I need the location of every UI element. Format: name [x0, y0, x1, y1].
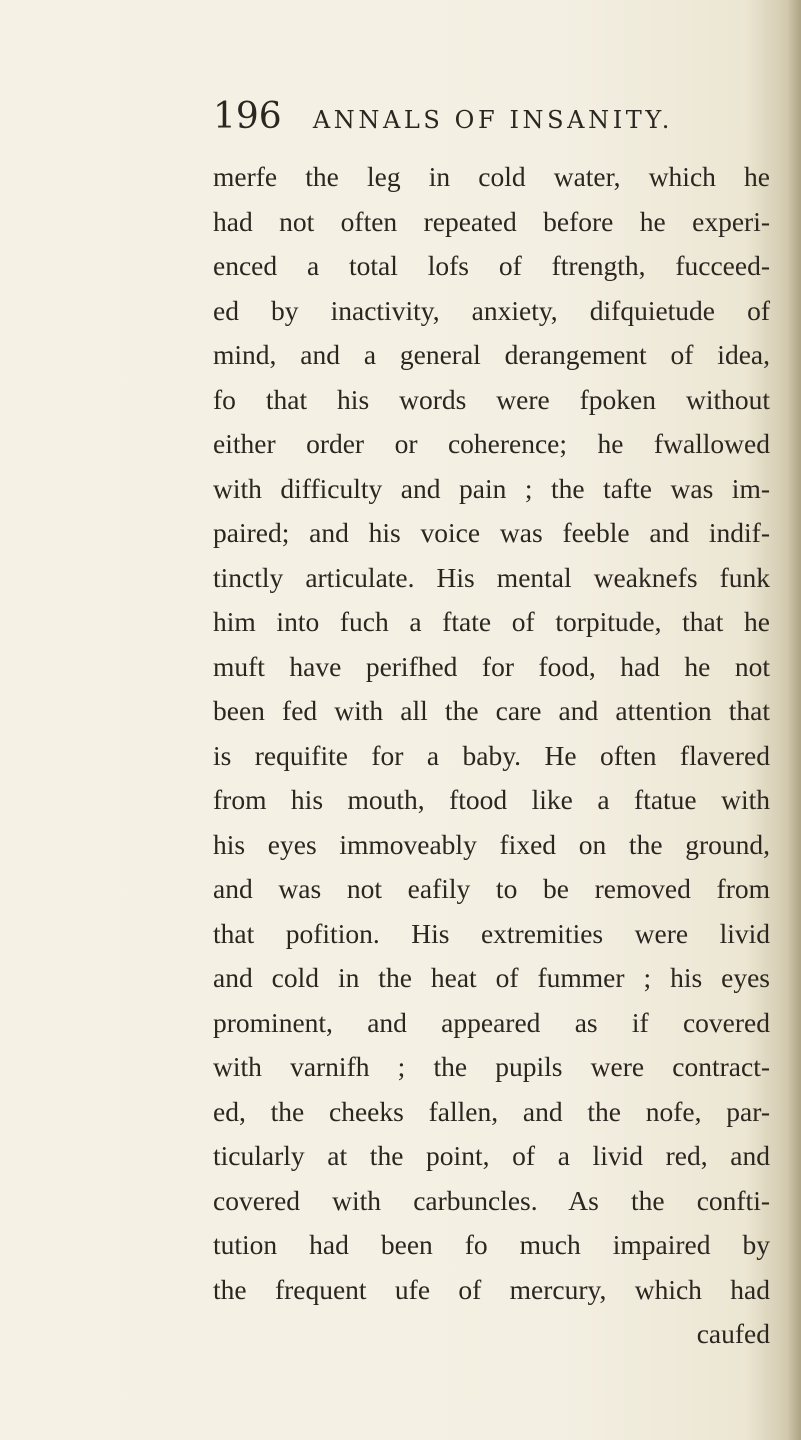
text-line: ed by inactivity, anxiety, difquietude of	[213, 294, 770, 326]
text-line: that pofition. His extremities were livid	[213, 917, 770, 949]
text-line: him into fuch a ftate of torpitude, that he	[213, 606, 770, 637]
text-line: paired; and his voice was feeble and indif-	[213, 517, 770, 548]
text-line: ed, the cheeks fallen, and the nofe, par-	[213, 1095, 770, 1127]
text-line: his eyes immoveably fixed on the ground,	[213, 828, 770, 860]
text-line: tution had been fo much impaired by	[213, 1229, 770, 1260]
text-line: been fed with all the care and attention that	[213, 695, 770, 726]
text-line: is requifite for a baby. He often flavered	[213, 739, 770, 771]
text-line: mind, and a general derangement of idea,	[213, 339, 770, 370]
text-line: with difficulty and pain ; the tafte was im-	[213, 472, 770, 504]
text-line: prominent, and appeared as if covered	[213, 1006, 770, 1038]
text-line: either order or coherence; he fwallowed	[213, 428, 770, 459]
text-line: from his mouth, ftood like a ftatue with	[213, 784, 770, 815]
running-head: ANNALS OF INSANITY.	[312, 106, 673, 134]
text-line: and was not eafily to be removed from	[213, 873, 770, 904]
page-edge-shadow	[787, 0, 801, 1440]
page-number: 196	[213, 96, 282, 137]
text-line: enced a total lofs of ftrength, fucceed-	[213, 250, 770, 281]
catchword: caufed	[696, 1318, 770, 1349]
text-line: had not often repeated before he experi-	[213, 205, 770, 237]
page-header	[213, 96, 673, 140]
text-line: tinctly articulate. His mental weaknefs funk	[213, 561, 770, 593]
text-line: ticularly at the point, of a livid red, and	[213, 1140, 770, 1171]
text-line: muft have perifhed for food, had he not	[213, 650, 770, 682]
text-line: and cold in the heat of fummer ; his eyes	[213, 962, 770, 993]
text-line: covered with carbuncles. As the confti-	[213, 1184, 770, 1216]
text-line: the frequent ufe of mercury, which had	[213, 1273, 770, 1305]
body-text	[213, 155, 770, 1357]
text-line: with varnifh ; the pupils were contract-	[213, 1051, 770, 1082]
text-line: fo that his words were fpoken without	[213, 383, 770, 415]
text-line: merfe the leg in cold water, which he	[213, 161, 770, 192]
